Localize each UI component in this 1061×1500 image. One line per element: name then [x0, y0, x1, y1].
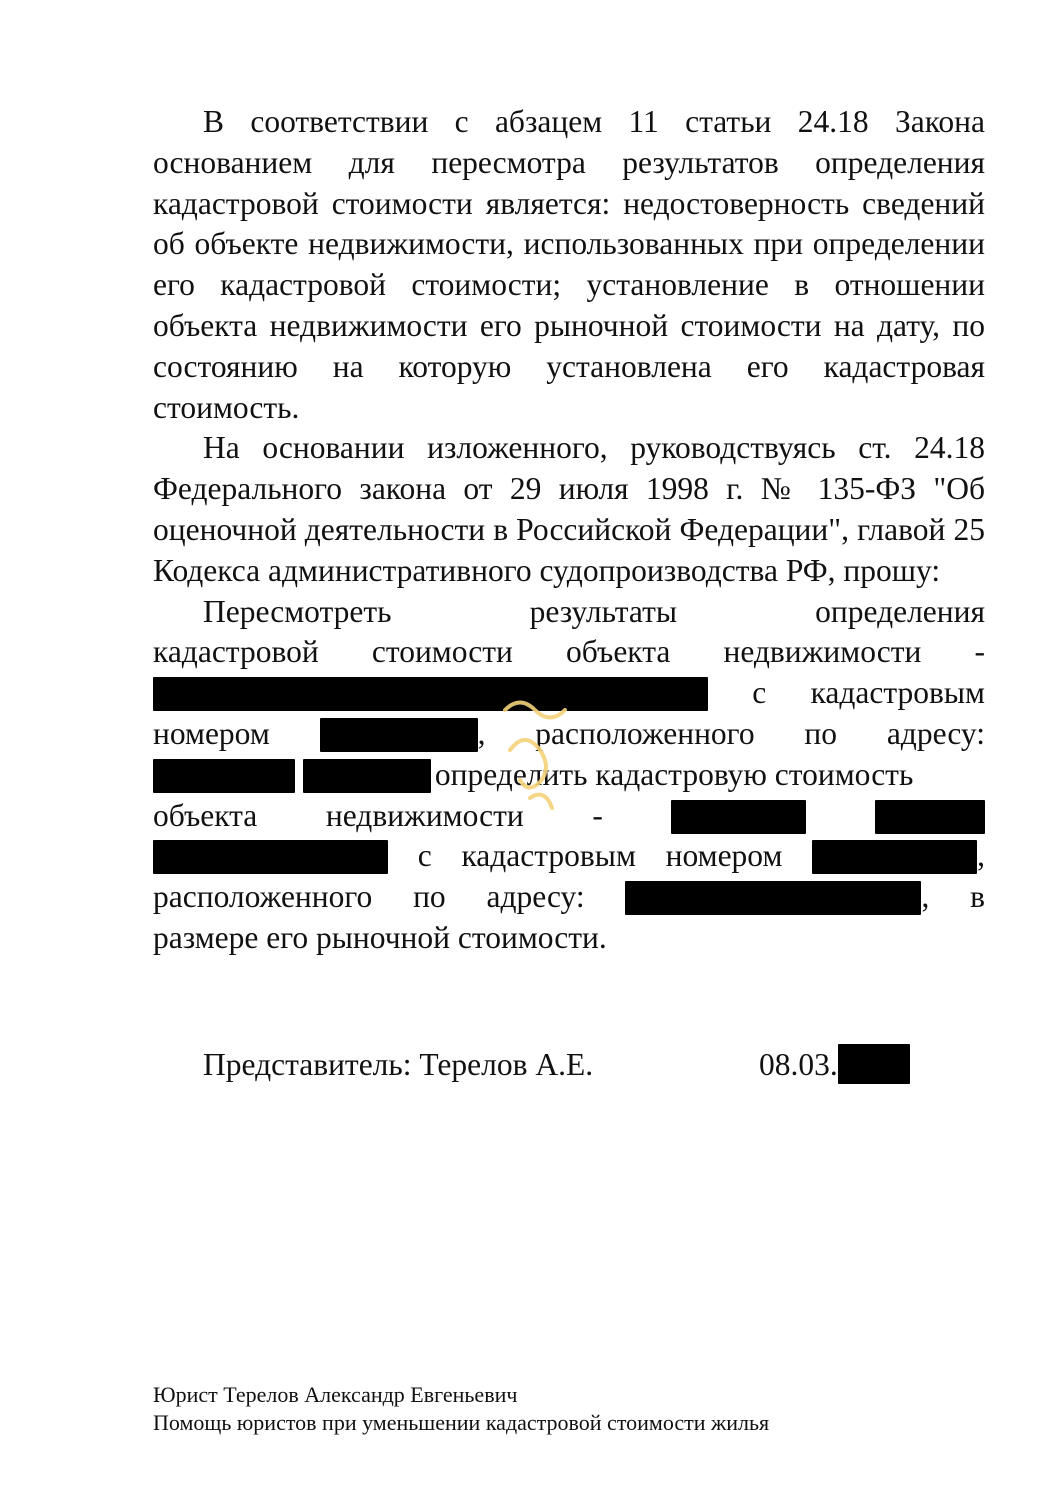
paragraph-request: [153, 592, 985, 959]
footer: [153, 1381, 769, 1437]
redaction-block: [320, 718, 478, 752]
request-line-5: определить кадастровую стоимость: [153, 755, 985, 796]
document-body: [153, 102, 985, 959]
redaction-block: [153, 840, 388, 874]
redaction-block: [303, 759, 431, 793]
request-line-9: размере его рыночной стоимости.: [153, 919, 607, 955]
redaction-block: [838, 1044, 910, 1084]
request-line-4: номером , расположенного по адресу:: [153, 715, 985, 751]
request-line-8: расположенного по адресу: , в: [153, 879, 985, 915]
request-line-7: с кадастровым номером ,: [153, 836, 985, 877]
redaction-block: [671, 800, 806, 834]
redaction-block: [812, 840, 977, 874]
paragraph-legal-basis: В соответствии с абзацем 11 статьи 24.18 Закона основанием для пересмотра результатов определения кадастровой стоимости является: недостоверность сведений об объекте недвижимости, использованных при определении его кадастровой стоимости; установление в отношении объекта недвижимости его рыночной стоимости на дату, по состоянию на которую установлена его кадастровая стоимость.: [153, 104, 985, 425]
redaction-block: [625, 881, 921, 915]
request-line-6: объекта недвижимости -: [153, 796, 985, 837]
footer-author: Юрист Терелов Александр Евгеньевич: [153, 1382, 518, 1407]
request-line-1: Пересмотреть результаты определения: [203, 593, 985, 629]
redaction-block: [153, 677, 708, 711]
representative-label: Представитель: Терелов А.Е.: [203, 1047, 594, 1082]
request-line-2: кадастровой стоимости объекта недвижимости -: [153, 634, 985, 670]
redaction-block: [153, 759, 295, 793]
signature-line: [203, 1044, 838, 1086]
paragraph-request-intro: На основании изложенного, руководствуясь ст. 24.18 Федерального закона от 29 июля 1998 г. № 135-ФЗ "Об оценочной деятельности в Российской Федерации", главой 25 Кодекса административного судопроизводства РФ, прошу:: [153, 430, 985, 588]
signature-date: 08.03.: [759, 1044, 910, 1086]
redaction-block: [875, 800, 985, 834]
request-line-3: с кадастровым: [153, 673, 985, 714]
footer-tagline: Помощь юристов при уменьшении кадастровой стоимости жилья: [153, 1410, 770, 1435]
